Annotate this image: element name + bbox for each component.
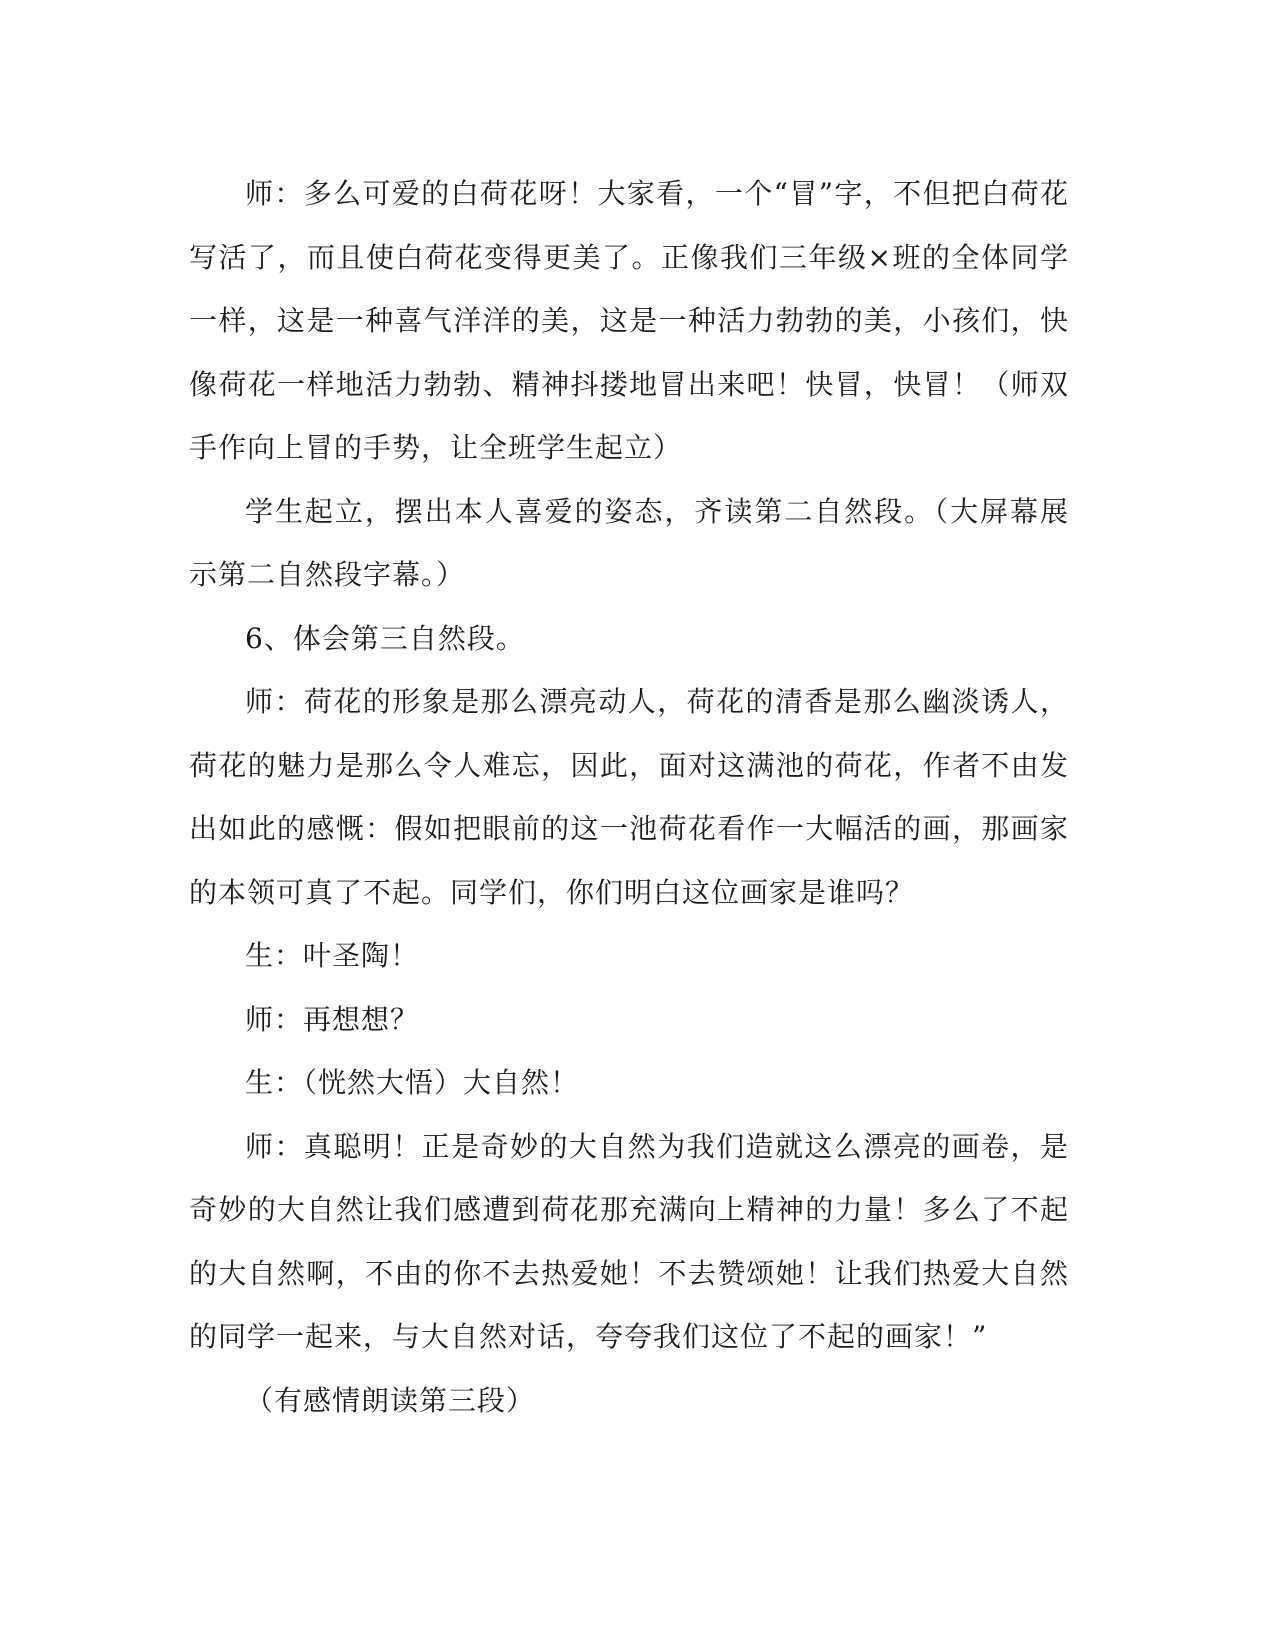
paragraph-student-answer-2: 生：（恍然大悟）大自然！ [245,1066,580,1099]
paragraph-step-6-heading: 6、体会第三自然段。 [245,621,525,655]
paragraph-student-answer-1: 生：叶圣陶！ [245,939,420,972]
paragraph-students-stand-read: 学生起立，摆出本人喜爱的姿态，齐读第二自然段。（大屏幕展示第二自然段字幕。） [189,494,1069,591]
paragraph-teacher-think-again: 师：再想想？ [245,1002,420,1036]
paragraph-teacher-nature-praise: 师：真聪明！正是奇妙的大自然为我们造就这么漂亮的画卷，是奇妙的大自然让我们感遭到荷花那充满向上精神的力量！多么了不起的大自然啊，不由的你不去热爱她！不去赞颂她！让我们热爱大自然的同学一起来，与大自然对话，夸夸我们这位了不起的画家！” [189,1129,1069,1353]
paragraph-teacher-painter-question: 师：荷花的形象是那么漂亮动人，荷花的清香是那么幽淡诱人，荷花的魅力是那么令人难忘，因此，面对这满池的荷花，作者不由发出如此的感慨：假如把眼前的这一池荷花看作一大幅活的画，那画家的本领可真了不起。同学们，你们明白这位画家是谁吗？ [189,685,1069,909]
paragraph-teacher-lotus-praise: 师：多么可爱的白荷花呀！大家看，一个“冒”字，不但把白荷花写活了，而且使白荷花变得更美了。正像我们三年级×班的全体同学一样，这是一种喜气洋洋的美，这是一种活力勃勃的美，小孩们，快像荷花一样地活力勃勃、精神抖搂地冒出来吧！快冒，快冒！（师双手作向上冒的手势，让全班学生起立） [189,177,1069,464]
paragraph-read-third-section: （有感情朗读第三段） [245,1383,536,1417]
document-body [189,162,1069,1432]
